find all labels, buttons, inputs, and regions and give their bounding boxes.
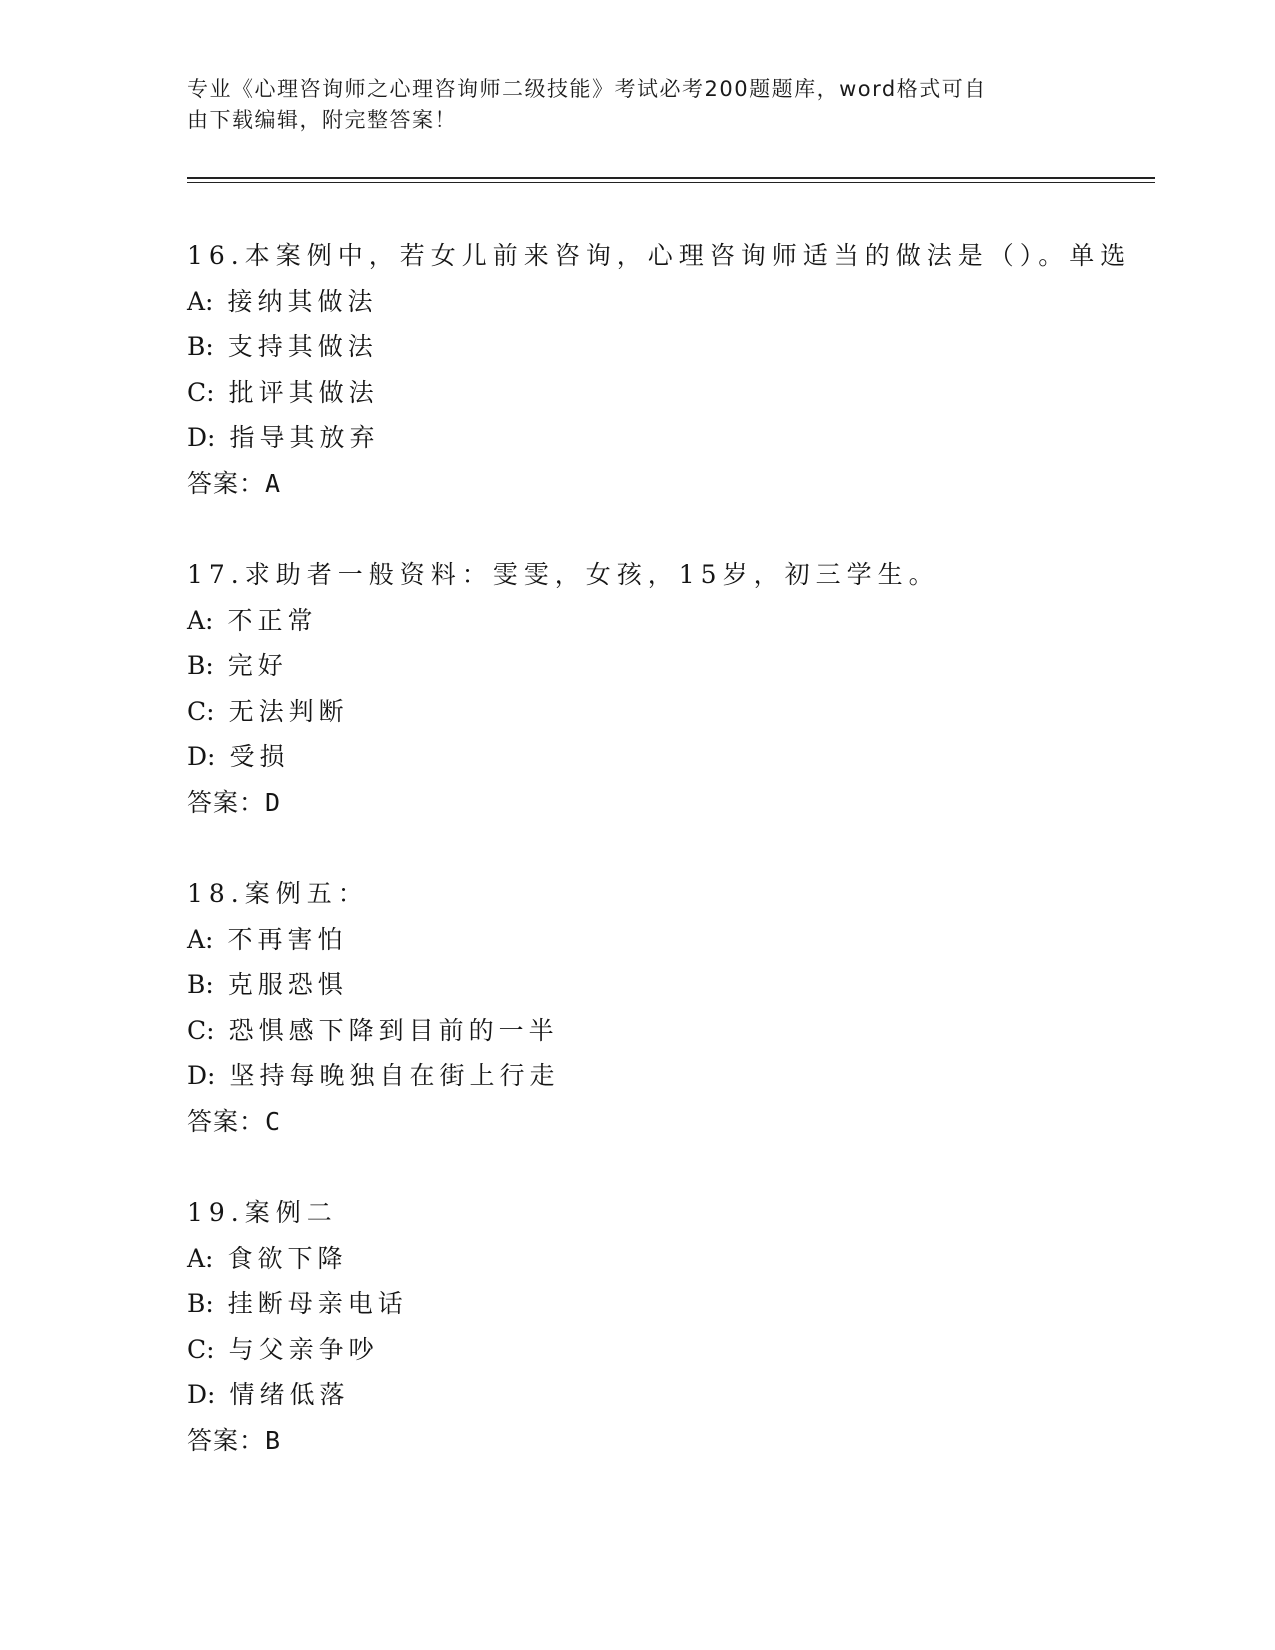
option-text: 接纳其做法 — [227, 286, 378, 316]
option-d — [187, 734, 1147, 780]
option-text: 受损 — [229, 742, 290, 772]
option-letter: C: — [187, 1334, 215, 1364]
option-c — [187, 370, 1147, 416]
option-letter: B: — [187, 1289, 214, 1319]
option-d — [187, 1372, 1147, 1418]
option-text: 恐惧感下降到目前的一半 — [228, 1015, 559, 1045]
option-letter: C: — [187, 696, 215, 726]
option-d — [187, 415, 1147, 461]
option-text: 不再害怕 — [227, 924, 348, 954]
option-text: 批评其做法 — [228, 377, 379, 407]
option-text: 无法判断 — [228, 696, 349, 726]
option-c — [187, 1327, 1147, 1373]
option-b — [187, 643, 1147, 689]
option-text: 坚持每晚独自在街上行走 — [229, 1061, 560, 1091]
document-header — [187, 74, 1067, 136]
option-c — [187, 1008, 1147, 1054]
option-text: 克服恐惧 — [227, 970, 348, 1000]
option-text: 支持其做法 — [227, 332, 378, 362]
question-stem: 19.案例二 — [187, 1198, 338, 1227]
option-text: 食欲下降 — [227, 1243, 348, 1273]
option-letter: D: — [187, 742, 216, 772]
header-line-1: 专业《心理咨询师之心理咨询师二级技能》考试必考200题题库，word格式可自 — [187, 77, 987, 101]
option-letter: B: — [187, 332, 214, 362]
answer-line — [187, 461, 1147, 507]
answer-value: B — [265, 1425, 281, 1455]
option-letter: B: — [187, 651, 214, 681]
option-letter: D: — [187, 423, 216, 453]
answer-label: 答案： — [187, 468, 266, 498]
question-stem: 18.案例五： — [187, 879, 369, 908]
answer-line — [187, 780, 1147, 826]
option-text: 与父亲争吵 — [228, 1334, 379, 1364]
header-line-2: 由下载编辑，附完整答案！ — [187, 108, 457, 132]
option-d — [187, 1053, 1147, 1099]
question-stem: 17.求助者一般资料：雯雯，女孩，15岁，初三学生。 — [187, 560, 940, 589]
option-letter: A: — [187, 605, 214, 635]
option-letter: C: — [187, 1015, 215, 1045]
option-b — [187, 324, 1147, 370]
option-c — [187, 689, 1147, 735]
question-18 — [187, 871, 1147, 1145]
option-text: 完好 — [227, 651, 288, 681]
answer-line — [187, 1099, 1147, 1145]
answer-value: A — [265, 468, 281, 498]
question-19 — [187, 1190, 1147, 1464]
option-a — [187, 598, 1147, 644]
answer-value: D — [265, 787, 281, 817]
answer-label: 答案： — [187, 787, 266, 817]
answer-label: 答案： — [187, 1106, 266, 1136]
option-letter: A: — [187, 286, 214, 316]
option-letter: A: — [187, 1243, 214, 1273]
answer-label: 答案： — [187, 1425, 266, 1455]
option-b — [187, 962, 1147, 1008]
option-b — [187, 1281, 1147, 1327]
option-letter: D: — [187, 1061, 216, 1091]
header-divider-thin — [187, 182, 1155, 183]
answer-value: C — [265, 1106, 281, 1136]
question-17 — [187, 552, 1147, 826]
option-text: 情绪低落 — [229, 1380, 350, 1410]
header-divider-thick — [187, 177, 1155, 179]
answer-line — [187, 1418, 1147, 1464]
option-letter: A: — [187, 924, 214, 954]
option-text: 指导其放弃 — [229, 423, 380, 453]
option-letter: B: — [187, 970, 214, 1000]
question-16 — [187, 233, 1147, 507]
option-letter: C: — [187, 377, 215, 407]
option-text: 不正常 — [227, 605, 318, 635]
question-stem: 16.本案例中，若女儿前来咨询，心理咨询师适当的做法是（）。单选 — [187, 241, 1132, 270]
option-letter: D: — [187, 1380, 216, 1410]
option-a — [187, 279, 1147, 325]
option-a — [187, 917, 1147, 963]
option-a — [187, 1236, 1147, 1282]
option-text: 挂断母亲电话 — [227, 1289, 408, 1319]
